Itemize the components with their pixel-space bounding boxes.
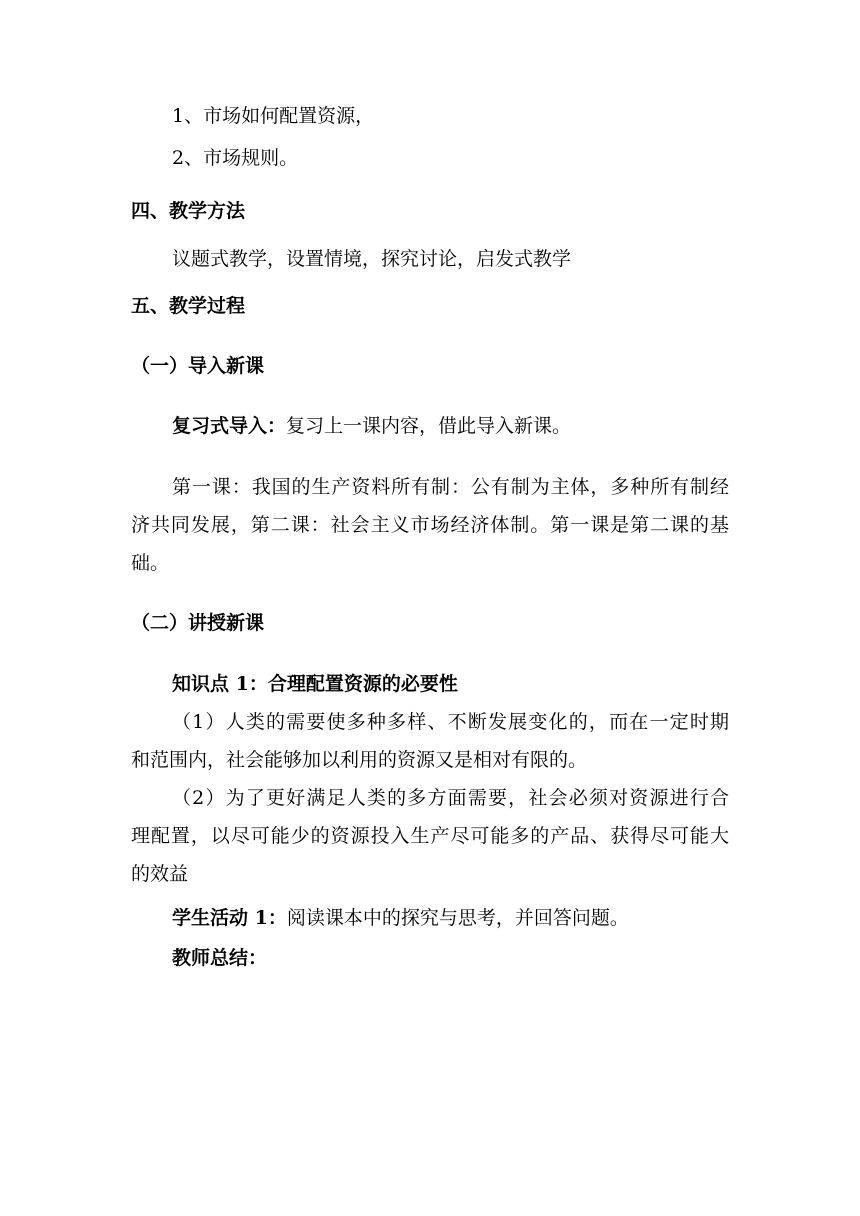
list-item-1: 1、市场如何配置资源， [172,105,375,127]
point2-line-2: 理配置，以尽可能少的资源投入生产尽可能多的产品、获得尽可能大 [131,825,729,847]
knowledge-point-heading: 知识点 1：合理配置资源的必要性 [172,673,458,695]
intro-label: 复习式导入： [172,415,287,437]
methods-text: 议题式教学，设置情境，探究讨论，启发式教学 [172,248,572,270]
subheading-intro: （一）导入新课 [131,355,265,377]
student-activity-line [172,906,629,930]
student-activity-label: 学生活动 1： [172,907,287,929]
section-heading-process: 五、教学过程 [131,295,246,317]
list-item-2: 2、市场规则。 [172,147,299,169]
teacher-summary-label: 教师总结： [172,947,268,969]
intro-text: 复习上一课内容，借此导入新课。 [286,415,572,437]
review-paragraph-line-2: 济共同发展，第二课：社会主义市场经济体制。第一课是第二课的基 [131,514,729,536]
student-activity-text: 阅读课本中的探究与思考，并回答问题。 [286,907,629,929]
review-paragraph-line-3: 础。 [131,552,170,574]
point2-line-1: （2）为了更好满足人类的多方面需要，社会必须对资源进行合 [172,787,729,809]
point2-line-3: 的效益 [131,863,189,885]
point1-line-1: （1）人类的需要使多种多样、不断发展变化的，而在一定时期 [172,711,729,733]
intro-line [172,414,571,438]
review-paragraph-line-1: 第一课：我国的生产资料所有制：公有制为主体，多种所有制经 [172,476,729,498]
point1-line-2: 和范围内，社会能够加以利用的资源又是相对有限的。 [131,749,588,771]
section-heading-methods: 四、教学方法 [131,200,246,222]
subheading-teaching: （二）讲授新课 [131,612,265,634]
